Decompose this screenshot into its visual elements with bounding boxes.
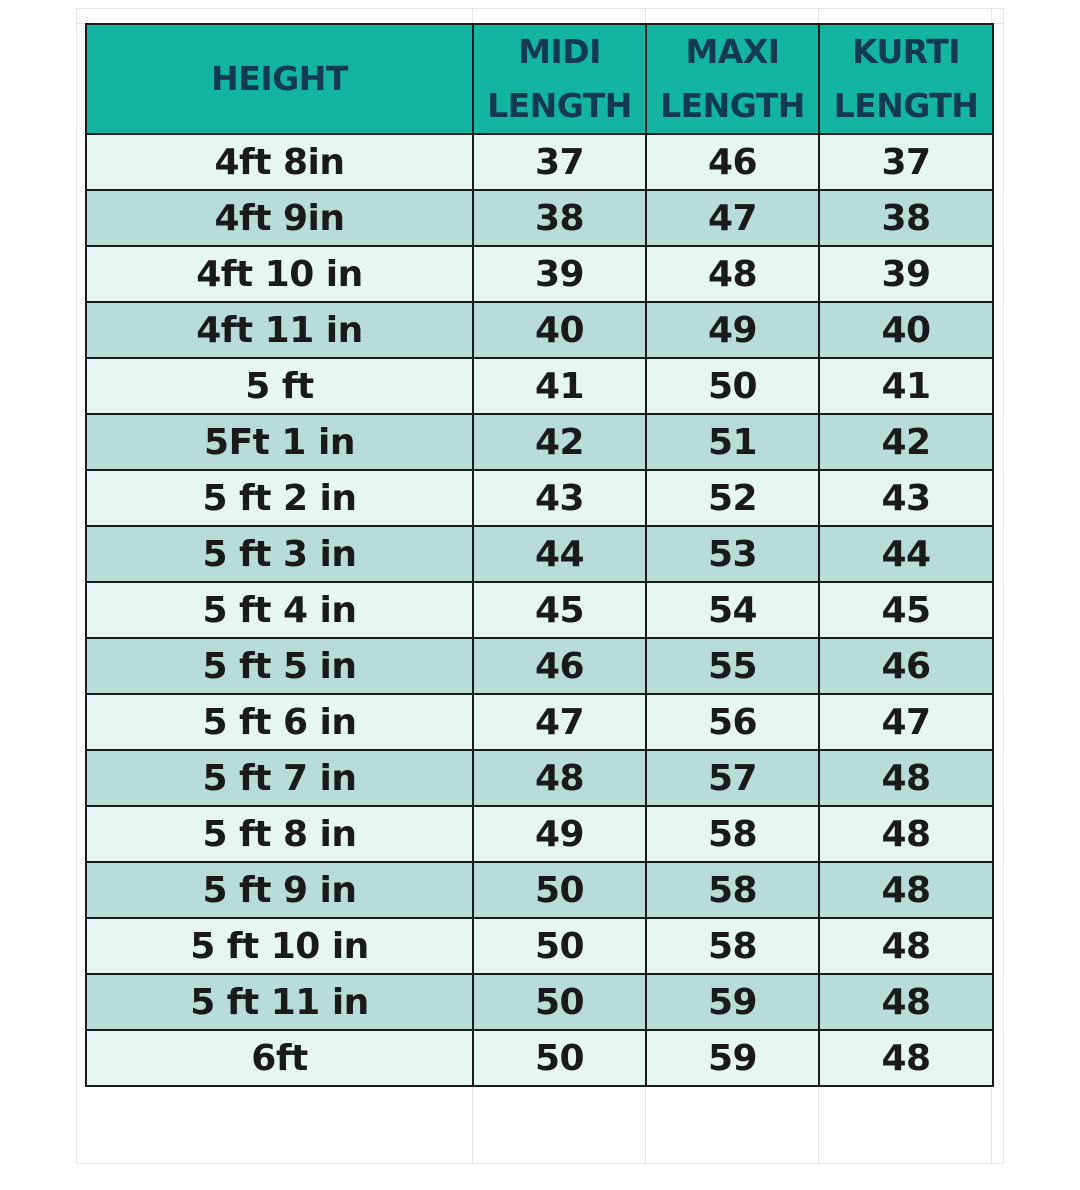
maxi-length-cell: 58 [646,918,819,974]
maxi-length-cell: 57 [646,750,819,806]
table-row [86,974,993,1030]
header-maxi-length [646,24,819,134]
height-cell: 4ft 8in [86,134,473,190]
height-cell: 4ft 11 in [86,302,473,358]
size-chart-table [85,23,994,1087]
height-cell: 5 ft 7 in [86,750,473,806]
midi-length-cell: 46 [473,638,646,694]
table-row [86,526,993,582]
header-maxi-line1: MAXI [685,32,780,71]
table-row [86,694,993,750]
midi-length-cell: 38 [473,190,646,246]
header-midi-line2: LENGTH [487,86,632,125]
kurti-length-cell: 39 [819,246,993,302]
header-kurti-line2: LENGTH [833,86,979,125]
midi-length-cell: 45 [473,582,646,638]
midi-length-cell: 44 [473,526,646,582]
maxi-length-cell: 54 [646,582,819,638]
midi-length-cell: 37 [473,134,646,190]
height-cell: 5 ft 3 in [86,526,473,582]
table-row [86,862,993,918]
header-kurti-line1: KURTI [851,32,960,71]
midi-length-cell: 50 [473,918,646,974]
height-cell: 5 ft 10 in [86,918,473,974]
kurti-length-cell: 40 [819,302,993,358]
kurti-length-cell: 48 [819,806,993,862]
maxi-length-cell: 52 [646,470,819,526]
maxi-length-cell: 47 [646,190,819,246]
table-row [86,414,993,470]
table-row [86,806,993,862]
height-cell: 5 ft 4 in [86,582,473,638]
header-midi-length [473,24,646,134]
table-row [86,1030,993,1086]
height-cell: 5 ft 8 in [86,806,473,862]
table-row [86,918,993,974]
midi-length-cell: 47 [473,694,646,750]
midi-length-cell: 48 [473,750,646,806]
table-row [86,358,993,414]
midi-length-cell: 41 [473,358,646,414]
midi-length-cell: 43 [473,470,646,526]
table-row [86,134,993,190]
table-row [86,302,993,358]
midi-length-cell: 50 [473,1030,646,1086]
maxi-length-cell: 51 [646,414,819,470]
midi-length-cell: 49 [473,806,646,862]
header-height-label: HEIGHT [211,59,348,98]
kurti-length-cell: 41 [819,358,993,414]
table-row [86,246,993,302]
height-cell: 5 ft [86,358,473,414]
maxi-length-cell: 53 [646,526,819,582]
midi-length-cell: 39 [473,246,646,302]
maxi-length-cell: 48 [646,246,819,302]
header-kurti-length [819,24,993,134]
height-cell: 5 ft 11 in [86,974,473,1030]
maxi-length-cell: 59 [646,1030,819,1086]
header-midi-line1: MIDI [518,32,601,71]
kurti-length-cell: 48 [819,862,993,918]
height-cell: 5 ft 2 in [86,470,473,526]
kurti-length-cell: 48 [819,974,993,1030]
midi-length-cell: 50 [473,862,646,918]
table-row [86,638,993,694]
kurti-length-cell: 44 [819,526,993,582]
kurti-length-cell: 48 [819,750,993,806]
maxi-length-cell: 49 [646,302,819,358]
height-cell: 5 ft 6 in [86,694,473,750]
maxi-length-cell: 58 [646,806,819,862]
header-maxi-line2: LENGTH [660,86,805,125]
table-row [86,750,993,806]
kurti-length-cell: 47 [819,694,993,750]
height-cell: 4ft 10 in [86,246,473,302]
kurti-length-cell: 48 [819,1030,993,1086]
midi-length-cell: 50 [473,974,646,1030]
kurti-length-cell: 43 [819,470,993,526]
height-cell: 5 ft 9 in [86,862,473,918]
kurti-length-cell: 38 [819,190,993,246]
maxi-length-cell: 50 [646,358,819,414]
header-row [86,24,993,134]
maxi-length-cell: 59 [646,974,819,1030]
header-height [86,24,473,134]
kurti-length-cell: 42 [819,414,993,470]
height-cell: 6ft [86,1030,473,1086]
maxi-length-cell: 55 [646,638,819,694]
height-cell: 5 ft 5 in [86,638,473,694]
maxi-length-cell: 56 [646,694,819,750]
maxi-length-cell: 58 [646,862,819,918]
table-row [86,470,993,526]
kurti-length-cell: 48 [819,918,993,974]
table-row [86,190,993,246]
height-cell: 5Ft 1 in [86,414,473,470]
maxi-length-cell: 46 [646,134,819,190]
table-row [86,582,993,638]
kurti-length-cell: 46 [819,638,993,694]
kurti-length-cell: 45 [819,582,993,638]
height-cell: 4ft 9in [86,190,473,246]
kurti-length-cell: 37 [819,134,993,190]
midi-length-cell: 42 [473,414,646,470]
midi-length-cell: 40 [473,302,646,358]
